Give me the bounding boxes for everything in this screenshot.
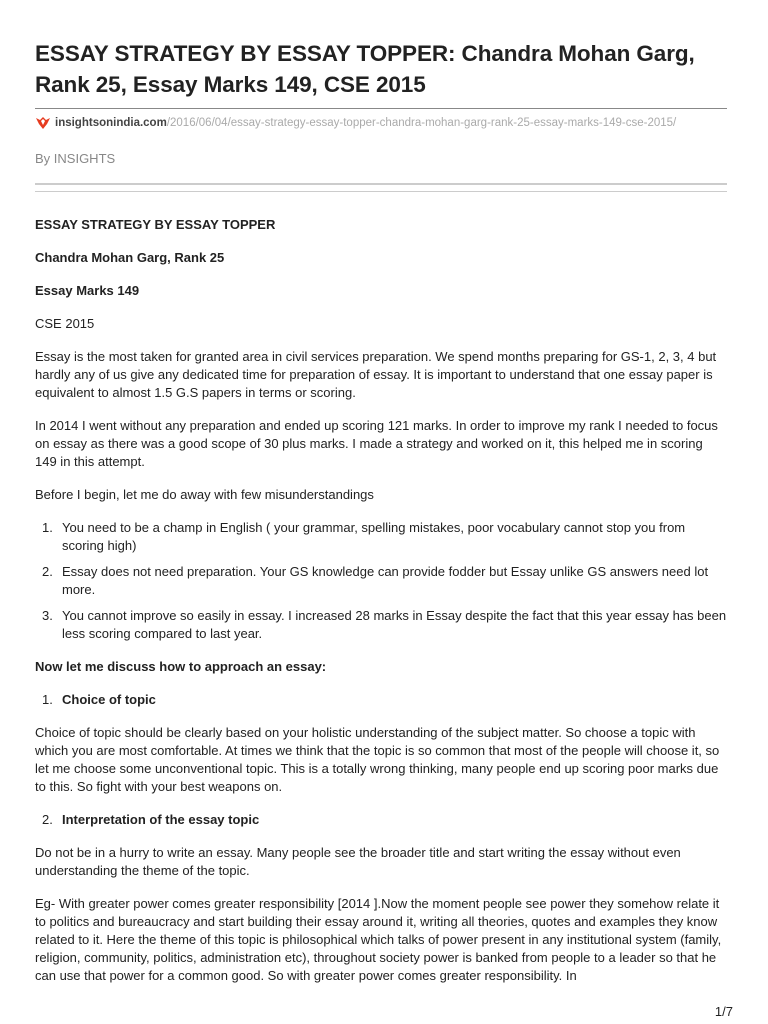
byline: By INSIGHTS xyxy=(35,151,116,166)
header-divider xyxy=(35,183,727,192)
section-interpretation xyxy=(35,811,727,829)
heading-marks: Essay Marks 149 xyxy=(35,283,140,298)
article-body xyxy=(35,216,727,985)
list-item: 2. Essay does not need preparation. Your GS knowledge can provide fodder but Essay unlike GS answers need lot more. xyxy=(42,564,709,597)
page-indicator: 1/7 xyxy=(714,1004,733,1019)
paragraph-intro: Essay is the most taken for granted area in civil services preparation. We spend months preparing for GS-1, 2, 3, 4 but hardly any of us give any dedicated time for preparation of essay. It is important to understand that one essay paper is equivalent to almost 1.5 G.S papers in terms or scoring. xyxy=(35,349,717,400)
heading-exam: CSE 2015 xyxy=(35,316,95,331)
list-item: 3. You cannot improve so easily in essay. I increased 28 marks in Essay despite the fact that this year essay has been less scoring compared to last year. xyxy=(42,608,727,641)
paragraph-interpretation-1: Do not be in a hurry to write an essay. Many people see the broader title and start writing the essay without even understanding the theme of the topic. xyxy=(35,845,681,878)
approach-heading: Now let me discuss how to approach an essay: xyxy=(35,659,327,674)
paragraph-2014: In 2014 I went without any preparation and ended up scoring 121 marks. In order to improve my rank I needed to focus on essay as there was a good scope of 30 plus marks. I made a strategy and worked on it, this helped me in scoring 149 in this attempt. xyxy=(35,418,718,469)
list-item: 1. Choice of topic xyxy=(42,692,156,707)
insights-logo-icon xyxy=(35,117,51,129)
source-domain-link[interactable]: insightsonindia.com xyxy=(55,117,167,129)
paragraph-choice-of-topic: Choice of topic should be clearly based on your holistic understanding of the subject matter. So choose a topic with which you are most comfortable. At times we think that the topic is so common that most of the people will choose it, so let me choose some unconventional topic. This is a totally wrong thinking, many people end up scoring poor marks due to this. So fight with your best weapons on. xyxy=(35,725,720,794)
source-path-link[interactable]: /2016/06/04/essay-strategy-essay-topper-chandra-mohan-garg-rank-25-essay-marks-149-cse-2015/ xyxy=(166,117,677,129)
paragraph-misunderstandings-intro: Before I begin, let me do away with few misunderstandings xyxy=(35,487,374,502)
heading-author: Chandra Mohan Garg, Rank 25 xyxy=(35,250,225,265)
section-choice-of-topic xyxy=(35,691,727,709)
paragraph-interpretation-2: Eg- With greater power comes greater responsibility [2014 ].Now the moment people see power they somehow relate it to politics and bureaucracy and start building their essay around it, writing all theories, quotes and examples they know related to it. Here the theme of this topic is philosophical which talks of power present in any institutional system (family, religion, community, politics, administration etc), throughout society power is banked from people to a leader so that he can use that power for a common good. So with greater power comes greater responsibility. In xyxy=(35,896,722,983)
list-item: 1. You need to be a champ in English ( your grammar, spelling mistakes, poor vocabulary cannot stop you from scoring high) xyxy=(42,520,686,553)
title-divider xyxy=(35,108,727,109)
page-title: ESSAY STRATEGY BY ESSAY TOPPER: Chandra Mohan Garg, Rank 25, Essay Marks 149, CSE 2015 xyxy=(35,41,695,97)
heading-essay-strategy: ESSAY STRATEGY BY ESSAY TOPPER xyxy=(35,217,276,232)
document-page xyxy=(35,0,727,1000)
source-line xyxy=(35,115,727,131)
list-item: 2. Interpretation of the essay topic xyxy=(42,812,260,827)
misunderstandings-list xyxy=(35,519,727,643)
